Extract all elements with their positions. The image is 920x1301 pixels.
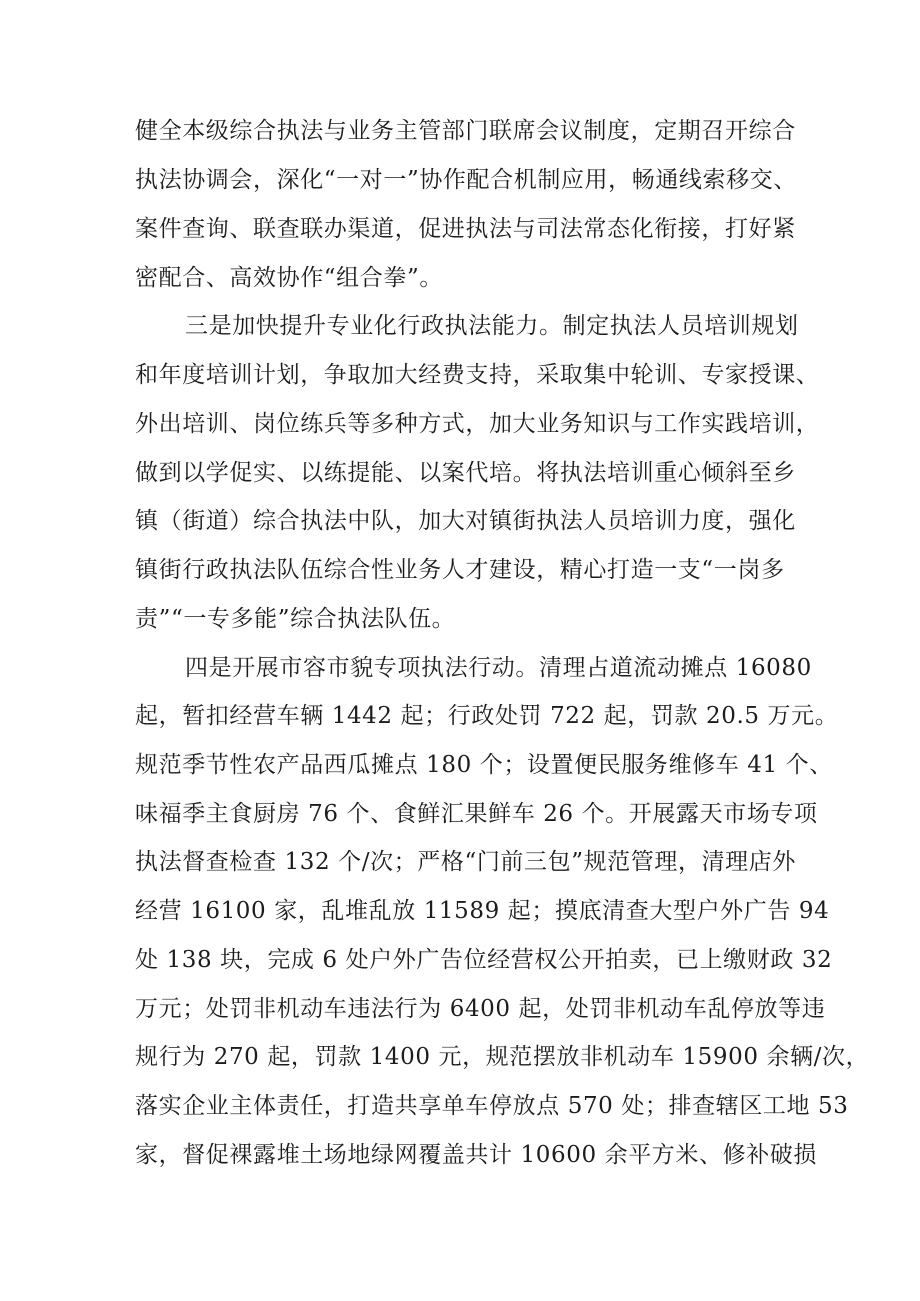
text-line: 味福季主食厨房 76 个、食鲜汇果鲜车 26 个。开展露天市场专项 [135, 801, 818, 827]
text-line: 规范季节性农产品西瓜摊点 180 个；设置便民服务维修车 41 个、 [135, 752, 833, 778]
text-line: 镇（街道）综合执法中队，加大对镇街执法人员培训力度，强化 [135, 508, 796, 534]
text-line: 起，暂扣经营车辆 1442 起；行政处罚 722 起，罚款 20.5 万元。 [135, 703, 839, 729]
text-line: 健全本级综合执法与业务主管部门联席会议制度，定期召开综合 [135, 118, 796, 144]
text-line: 责”“一专多能”综合执法队伍。 [135, 606, 456, 632]
text-line: 万元；处罚非机动车违法行为 6400 起，处罚非机动车乱停放等违 [135, 996, 826, 1022]
text-line: 执法督查检查 132 个/次；严格“门前三包”规范管理，清理店外 [135, 849, 796, 875]
paragraph-start-line: 四是开展市容市貌专项执法行动。清理占道流动摊点 16080 [185, 655, 812, 681]
text-line: 规行为 270 起，罚款 1400 元，规范摆放非机动车 15900 余辆/次， [135, 1044, 870, 1070]
text-line: 镇街行政执法队伍综合性业务人才建设，精心打造一支“一岗多 [135, 557, 785, 583]
text-line: 经营 16100 家，乱堆乱放 11589 起；摸底清查大型户外广告 94 [135, 898, 830, 924]
text-line: 执法协调会，深化“一对一”协作配合机制应用，畅通线索移交、 [135, 167, 797, 193]
text-line: 做到以学促实、以练提能、以案代培。将执法培训重心倾斜至乡 [135, 460, 796, 486]
text-line: 落实企业主体责任，打造共享单车停放点 570 处；排查辖区工地 53 [135, 1093, 849, 1119]
text-line: 和年度培训计划，争取加大经费支持，采取集中轮训、专家授课、 [135, 362, 820, 388]
paragraph-start-line: 三是加快提升专业化行政执法能力。制定执法人员培训规划 [185, 313, 799, 339]
text-line: 处 138 块，完成 6 处户外广告位经营权公开拍卖，已上缴财政 32 [135, 947, 833, 973]
text-line: 案件查询、联查联办渠道，促进执法与司法常态化衔接，打好紧 [135, 216, 796, 242]
text-line: 密配合、高效协作“组合拳”。 [135, 265, 443, 291]
text-line: 外出培训、岗位练兵等多种方式，加大业务知识与工作实践培训， [135, 411, 820, 437]
text-line: 家，督促裸露堆土场地绿网覆盖共计 10600 余平方米、修补破损 [135, 1142, 817, 1168]
